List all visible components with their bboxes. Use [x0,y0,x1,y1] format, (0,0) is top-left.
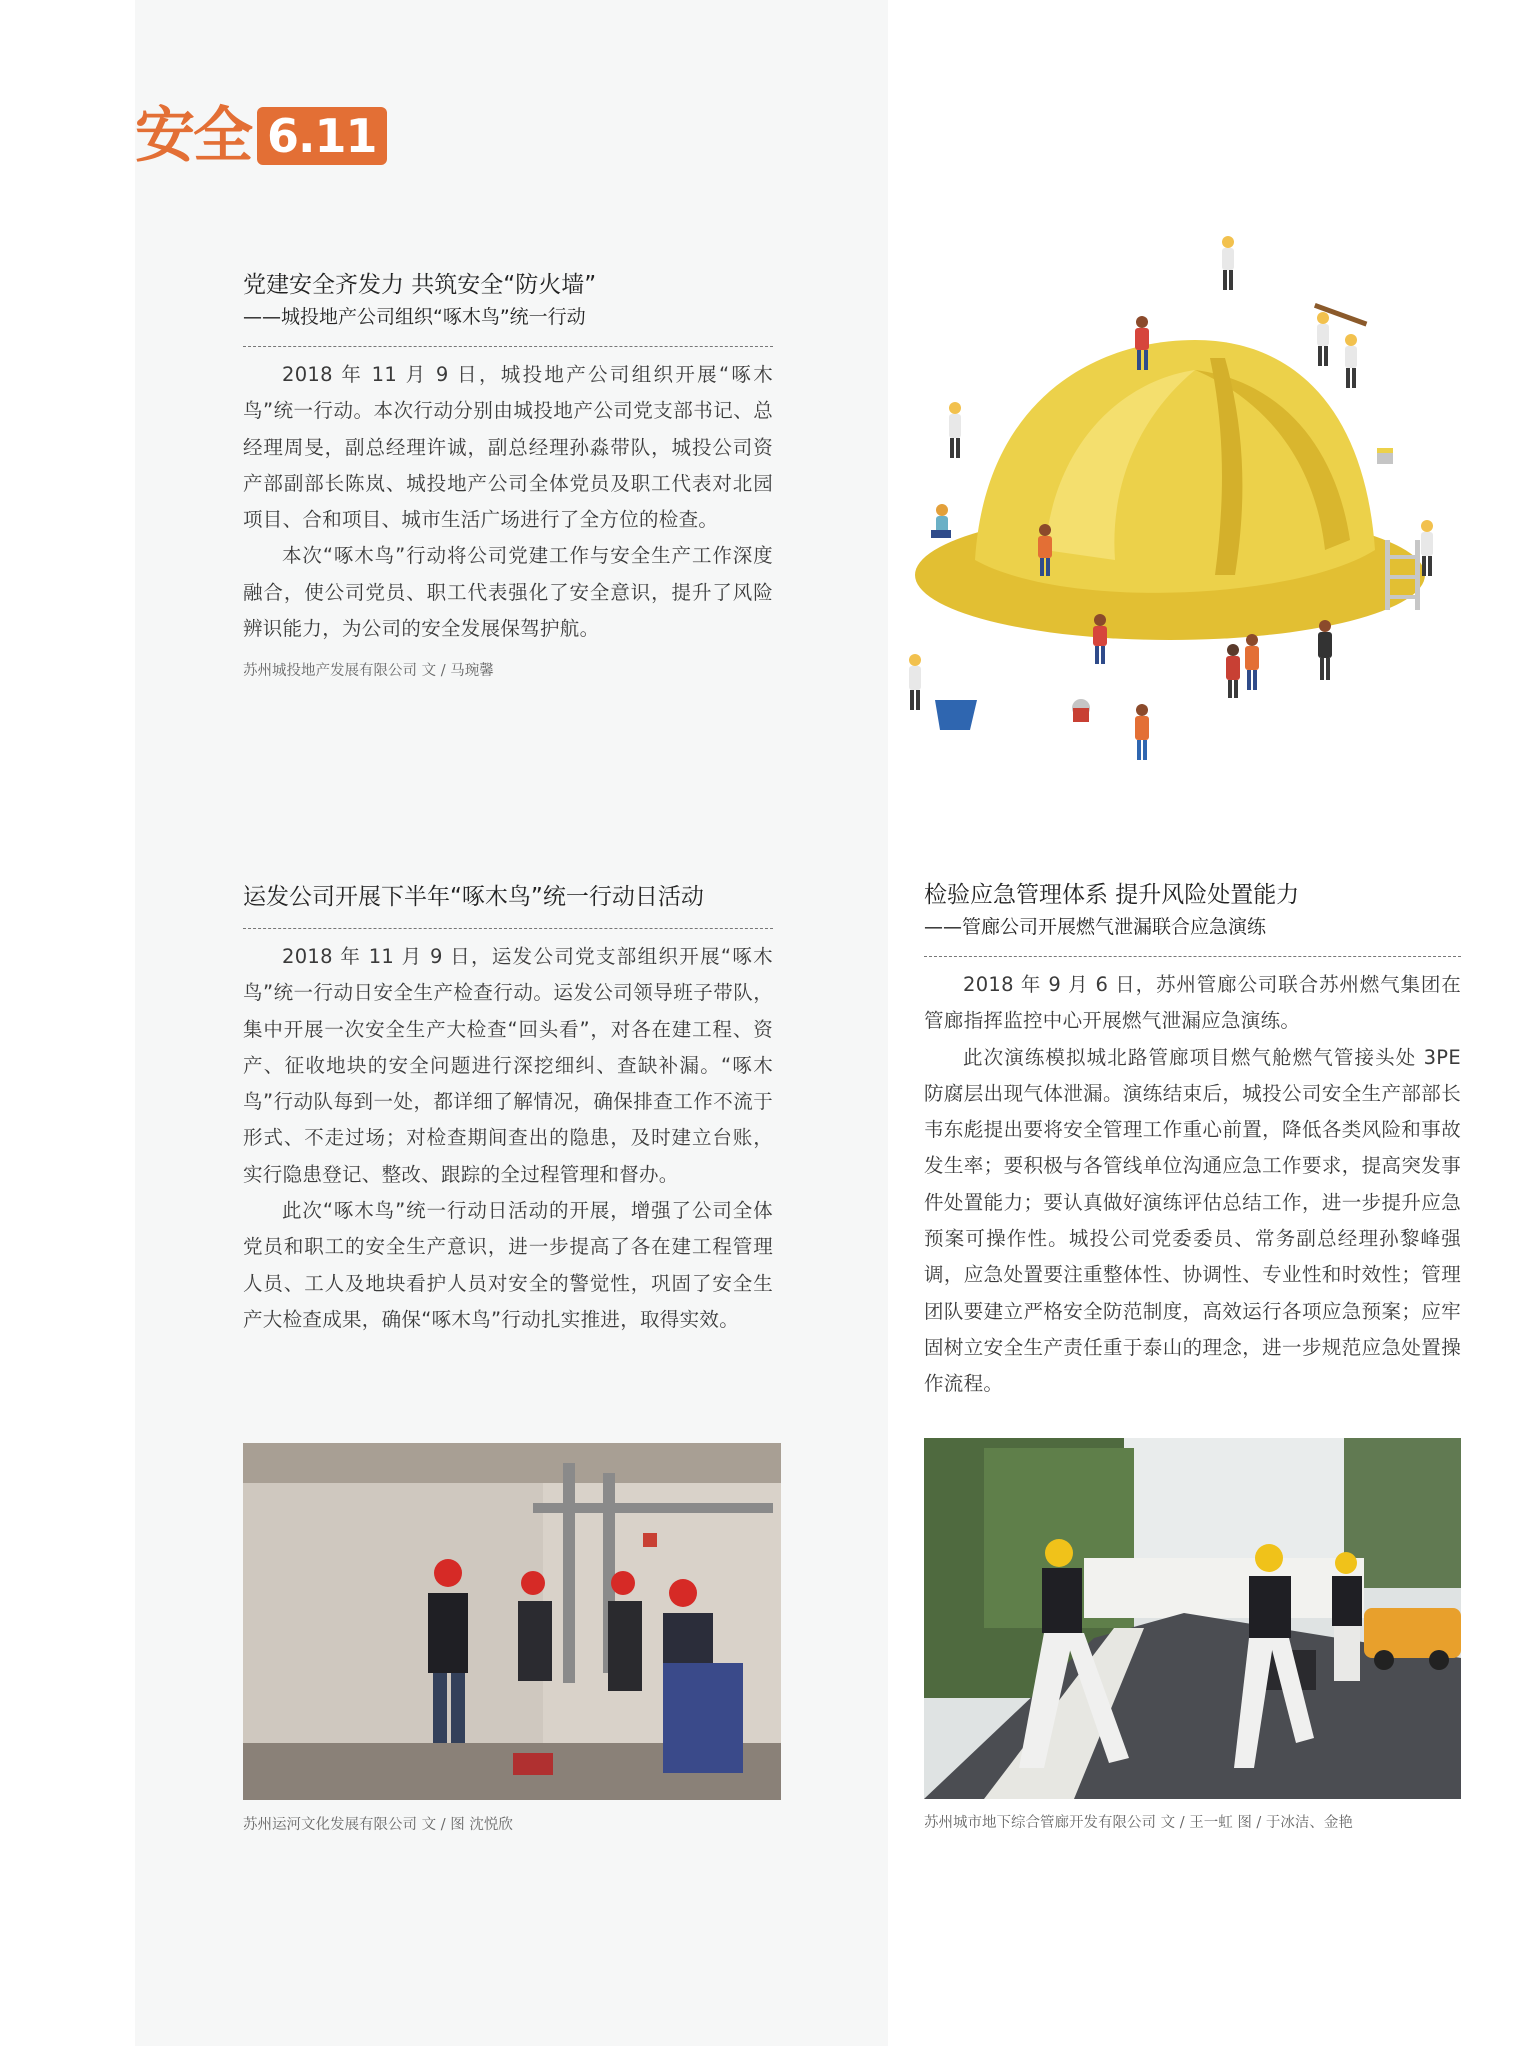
article-credit: 苏州城投地产发展有限公司 文 / 马琬馨 [243,663,494,680]
article-woodpecker-action [243,880,773,1338]
article-paragraph: 2018 年 9 月 6 日，苏州管廊公司联合苏州燃气集团在管廊指挥监控中心开展燃气泄漏应急演练。 [924,973,1461,1033]
logo-word: 安全 [135,101,251,171]
logo-date-badge: 6.11 [257,107,387,165]
drill-photo [924,1438,1461,1799]
article-party-safety [243,268,773,680]
article-paragraph: 2018 年 11 月 9 日，城投地产公司组织开展“啄木鸟”统一行动。本次行动分别由城投地产公司党支部书记、总经理周旻，副总经理许诚，副总经理孙淼带队，城投公司资产部副部长陈岚、城投地产公司全体党员及职工代表对北园项目、合和项目、城市生活广场进行了全方位的检查。 [243,363,773,532]
article-paragraph: 2018 年 11 月 9 日，运发公司党支部组织开展“啄木鸟”统一行动日安全生产检查行动。运发公司领导班子带队，集中开展一次安全生产大检查“回头看”，对各在建工程、资产、征收地块的安全问题进行深挖细纠、查缺补漏。“啄木鸟”行动队每到一处，都详细了解情况，确保排查工作不流于形式、不走过场；对检查期间查出的隐患，及时建立台账，实行隐患登记、整改、跟踪的全过程管理和督办。 [243,945,773,1186]
article-subtitle: ——城投地产公司组织“啄木鸟”统一行动 [243,306,586,328]
article-subtitle: ——管廊公司开展燃气泄漏联合应急演练 [924,916,1267,938]
dashed-divider [243,346,773,347]
article-title: 检验应急管理体系 提升风险处置能力 [924,882,1300,908]
article-title: 党建安全齐发力 共筑安全“防火墙” [243,272,597,298]
helmet-illustration [895,230,1455,790]
section-logo [135,103,387,169]
article-paragraph: 此次“啄木鸟”统一行动日活动的开展，增强了公司全体党员和职工的安全生产意识，进一步提高了各在建工程管理人员、工人及地块看护人员对安全的警觉性，巩固了安全生产大检查成果，确保“啄木鸟”行动扎实推进，取得实效。 [243,1199,773,1331]
article-credit: 苏州城市地下综合管廊开发有限公司 文 / 王一虹 图 / 于冰洁、金艳 [924,1815,1353,1831]
article-paragraph: 本次“啄木鸟”行动将公司党建工作与安全生产工作深度融合，使公司党员、职工代表强化了安全意识，提升了风险辨识能力，为公司的安全发展保驾护航。 [243,544,773,641]
article-emergency-drill [924,878,1461,1403]
article-title: 运发公司开展下半年“啄木鸟”统一行动日活动 [243,884,704,910]
dashed-divider [243,928,773,929]
dashed-divider [924,956,1461,957]
inspection-photo [243,1443,781,1800]
article-paragraph: 此次演练模拟城北路管廊项目燃气舱燃气管接头处 3PE 防腐层出现气体泄漏。演练结束后，城投公司安全生产部部长韦东彪提出要将安全管理工作重心前置，降低各类风险和事故发生率；要积极与各管线单位沟通应急工作要求，提高突发事件处置能力；要认真做好演练评估总结工作，进一步提升应急预案可操作性。城投公司党委委员、常务副总经理孙黎峰强调，应急处置要注重整体性、协调性、专业性和时效性；管理团队要建立严格安全防范制度，高效运行各项应急预案；应牢固树立安全生产责任重于泰山的理念，进一步规范应急处置操作流程。 [924,1045,1461,1396]
article-credit: 苏州运河文化发展有限公司 文 / 图 沈悦欣 [243,1817,513,1833]
